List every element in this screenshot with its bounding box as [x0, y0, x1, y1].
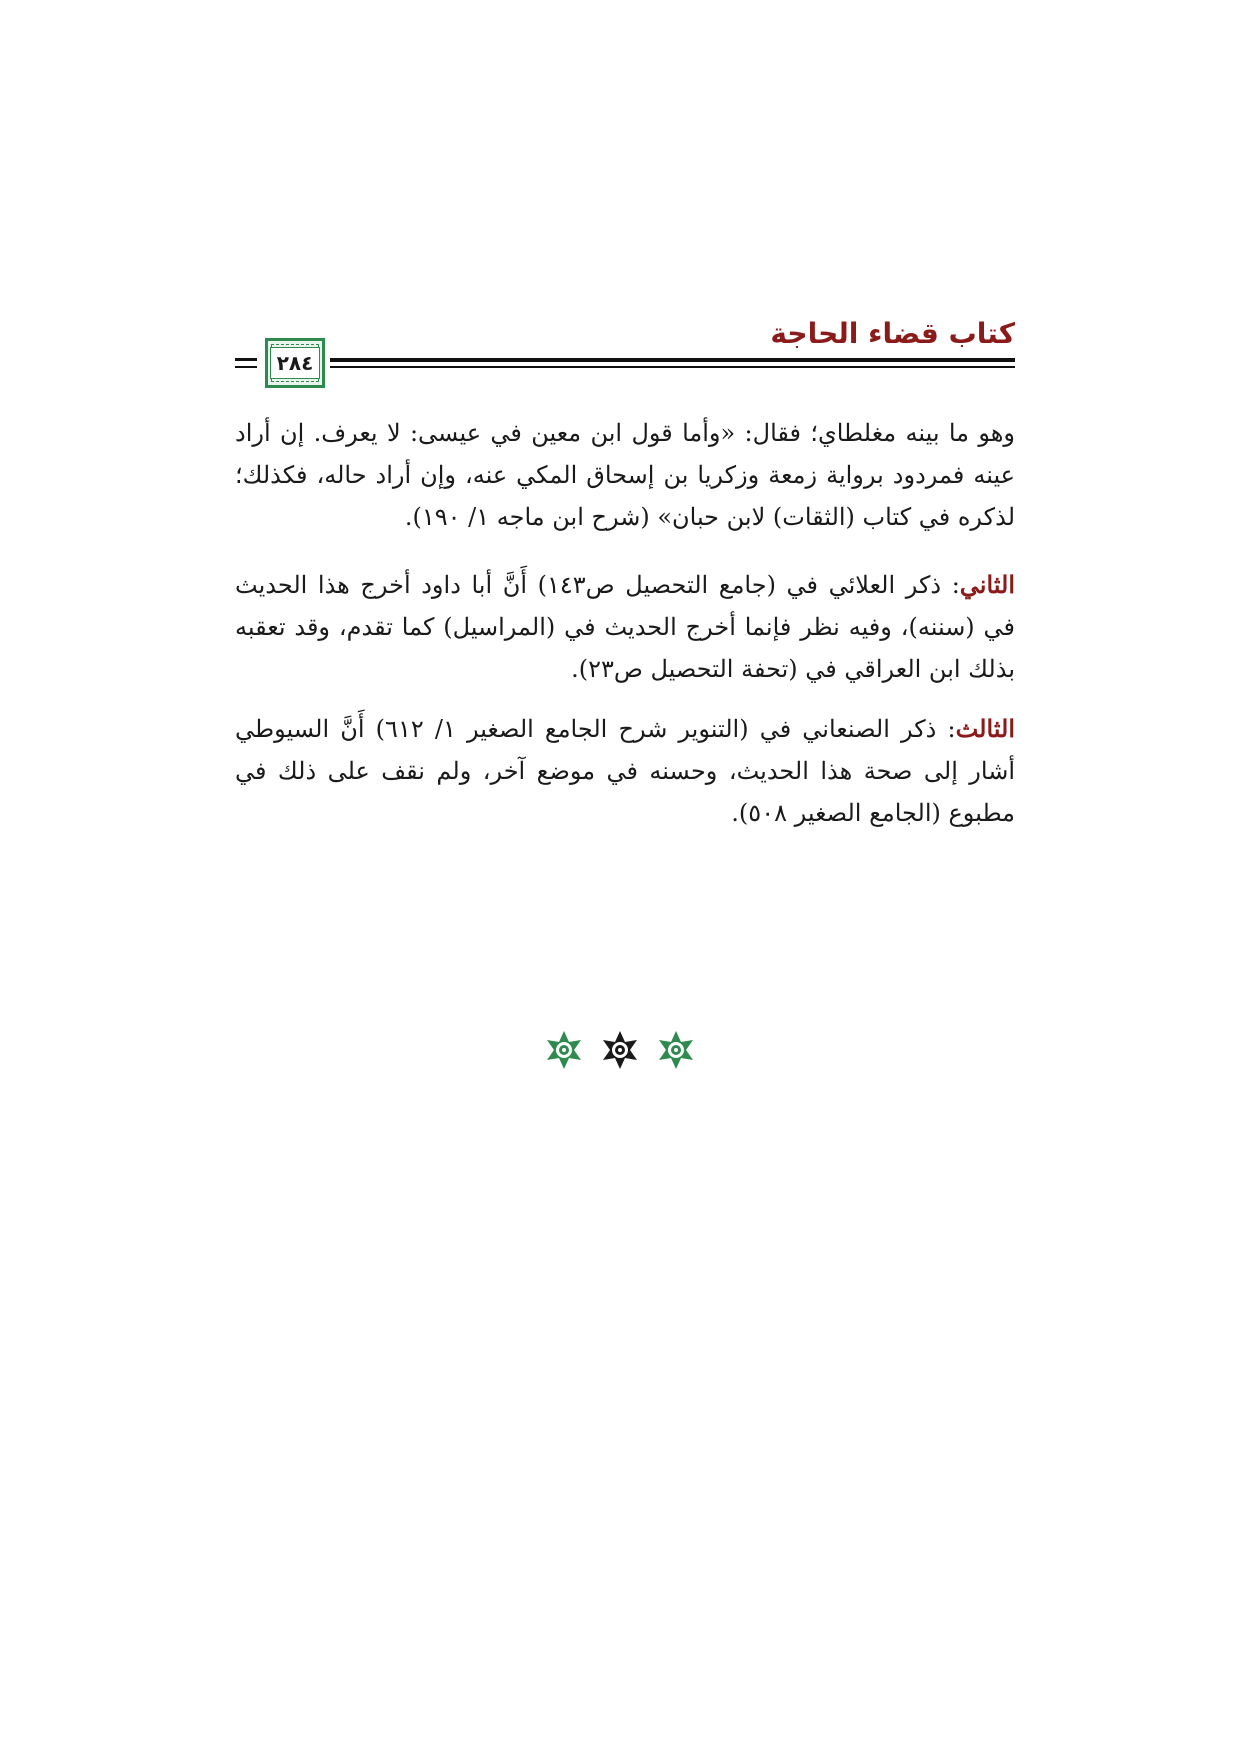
flower-ornament-icon [544, 1030, 584, 1070]
body-text [235, 412, 1015, 834]
page-number-badge [265, 338, 325, 388]
paragraph-3 [235, 708, 1015, 834]
page-header [235, 316, 1015, 388]
header-rule-thick [330, 358, 1015, 362]
paragraph-2-text: : ذكر العلائي في (جامع التحصيل ص١٤٣) أَنَّ أبا داود أخرج هذا الحديث في (سننه)، وفيه نظر فإنما أخرج الحديث في (المراسيل) كما تقدم، وقد تعقبه بذلك ابن العراقي في (تحفة التحصيل ص٢٣). [235, 571, 1015, 683]
header-rule-left-top [235, 358, 257, 361]
book-title: كتاب قضاء الحاجة [770, 317, 1015, 350]
paragraph-1 [235, 412, 1015, 538]
paragraph-3-label: الثالث [955, 714, 1016, 743]
header-rule-thin [330, 366, 1015, 368]
paragraph-3-text: : ذكر الصنعاني في (التنوير شرح الجامع الصغير ١/ ٦١٢) أَنَّ السيوطي أشار إلى صحة هذا الحديث، وحسنه في موضع آخر، ولم نقف على ذلك في مطبوع (الجامع الصغير ٥٠٨). [235, 715, 1015, 827]
paragraph-1-text: وهو ما بينه مغلطاي؛ فقال: «وأما قول ابن معين في عيسى: لا يعرف. إن أراد عينه فمردود برواية زمعة وزكريا بن إسحاق المكي عنه، وإن أراد حاله، فكذلك؛ لذكره في كتاب (الثقات) لابن حبان» (شرح ابن ماجه ١/ ١٩٠). [235, 419, 1015, 531]
header-rule-left-bottom [235, 366, 257, 368]
section-end-ornaments [0, 1030, 1240, 1070]
paragraph-2 [235, 564, 1015, 690]
flower-ornament-icon [656, 1030, 696, 1070]
paragraph-2-label: الثاني [959, 570, 1016, 599]
flower-ornament-icon [600, 1030, 640, 1070]
page-number: ٢٨٤ [270, 347, 321, 379]
